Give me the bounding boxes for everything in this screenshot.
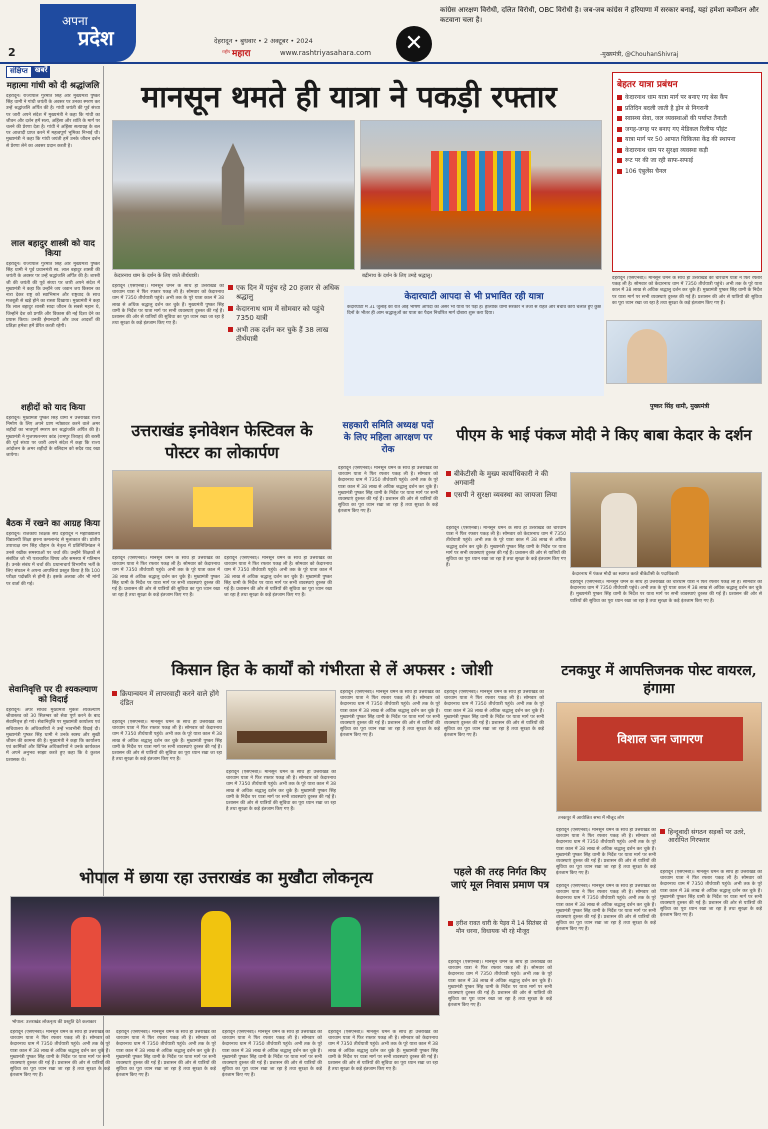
bullet-icon xyxy=(617,95,622,100)
caption: तनकपुर में आयोजित सभा में मौजूद लोग xyxy=(558,816,625,821)
bullet-icon xyxy=(112,691,117,696)
brief-text: देहरादून। राज्यपाल गुरमीत सिंह और मुख्यमंत्री पुष्कर सिंह धामी ने गांधी जयंती के अवसर पर उनका स्मरण कर उन्हें श्रद्धांजलि अर्पित की है। गांधी जयंती की पूर्व संध्या पर जारी अपने संदेश में मुख्यमंत्री ने कहा कि गांधी का जीवन और दर्शन हमें सत्य, अहिंसा और शांति के मार्ग पर चलने की प्रेरणा देता है। गांधी ने अहिंसा सत्याग्रह के बल पर आजादी प्राप्त करने में महत्वपूर्ण भूमिका निभाई थी। मुख्यमंत्री ने कहा कि गांधी जयंती हमें उनके जीवन दर्शन से प्रेरणा लेने का अवसर प्रदान करती है। xyxy=(6,94,100,149)
caption: बद्रीनाथ के दर्शन के लिए उमड़े श्रद्धालु। xyxy=(362,273,433,279)
brief-title: बैठक में रखने का आग्रह किया xyxy=(6,519,100,529)
brief-item xyxy=(6,239,100,400)
temple-shape xyxy=(205,143,261,225)
kedar-flood-box xyxy=(344,286,604,396)
article-text: देहरादून (एसएनबी)। मानसून थमने के साथ ही उत्तराखंड की चारधाम यात्रा ने फिर रफ्तार पकड़ ली है। सोमवार को केदारनाथ धाम में 7350 तीर्थयात्री पहुंचे। अभी तक के पूरे यात्रा काल में 38 लाख से अधिक श्रद्धालु दर्शन कर चुके हैं। मुख्यमंत्री पुष्कर सिंह धामी के निर्देश पर यात्रा मार्ग पर सभी व्यवस्थाएं दुरुस्त की गई हैं। प्रशासन की ओर से यात्रियों की सुविधा का पूरा ध्यान रखा जा रहा है तथा सुरक्षा के कड़े इंतजाम किए गए हैं। xyxy=(116,1030,216,1079)
list-item-text: एक दिन में पहुंच रहे 20 हजार से अधिक श्रद्धालु xyxy=(236,284,340,301)
list-item-text: प्रतिदिन बदली जाती है ड्रोन से निगरानी xyxy=(625,104,709,112)
portrait-shape xyxy=(627,329,667,384)
brief-item xyxy=(6,519,100,682)
bhopal-headline: भोपाल में छाया रहा उत्तराखंड का मुखौटा लोकनृत्य xyxy=(79,868,373,887)
main-headline: मानसून थमते ही यात्रा ने पकड़ी रफ्तार xyxy=(141,80,557,115)
bullet-icon xyxy=(617,148,622,153)
brief-title: शहीदों को याद किया xyxy=(20,403,86,413)
article-text: देहरादून (एसएनबी)। मानसून थमने के साथ ही उत्तराखंड की चारधाम यात्रा ने फिर रफ्तार पकड़ ली है। सोमवार को केदारनाथ धाम में 7350 तीर्थयात्री पहुंचे। अभी तक के पूरे यात्रा काल में 38 लाख से अधिक श्रद्धालु दर्शन कर चुके हैं। मुख्यमंत्री पुष्कर सिंह धामी के निर्देश पर यात्रा मार्ग पर सभी व्यवस्थाएं दुरुस्त की गई हैं। प्रशासन की ओर से यात्रियों की सुविधा का पूरा ध्यान रखा जा रहा है तथा सुरक्षा के कड़े इंतजाम किए गए हैं। xyxy=(338,466,438,515)
bullet-icon xyxy=(228,306,233,311)
brief-text: देहरादून। राजकीय शिक्षक संघ देहरादून ने महाविद्यालय विद्यालयी शिक्षा झरना कमलानंद से मुलाकात की। प्रांतीय उपाध्यक्ष राम सिंह चौहान के नेतृत्व में प्रतिनिधिमंडल ने उनसे रखीक समस्याओं पर चर्चा की। उन्होंने शिक्षकों से संबंधित जो भी पत्राचारित विषय और समस्या में गतिमान है। उनके संबंध में चर्चा की। प्रधानाचार्य विभागीय भर्ती के लिए संघठन ने अपना आपत्तियां प्रस्तुत किया है कि 100 परीक्षा पदोन्नति से होनी है। इसके अलावा और भी मांगों पर वार्ता की गई। xyxy=(6,532,100,587)
list-item-text: अभी तक दर्शन कर चुके हैं 38 लाख तीर्थयात्री xyxy=(236,326,329,343)
list-item-text: स्वास्थ्य सेवा, जल व्यवस्थाओं की पर्याप्त तैनाती xyxy=(625,115,727,122)
brand-small: अपना xyxy=(62,14,88,28)
list-item-text: केदारनाथ धाम पर सुरक्षा व्यवस्था कड़ी xyxy=(625,146,708,154)
bullet-icon xyxy=(228,327,233,332)
bullet-icon xyxy=(617,158,622,163)
list-item xyxy=(617,136,757,144)
kisan-photo xyxy=(226,690,336,760)
tweet-handle: -मुख्यमंत्री, @ChouhanShivraj xyxy=(600,51,679,58)
list-item xyxy=(617,94,757,102)
list-item xyxy=(112,690,222,708)
yatra-box xyxy=(612,72,762,272)
list-item-text: हरीश रावत धारी के पेड़व में 14 सितंबर से मौन धरना, विधायक भी रहे मौजूद xyxy=(456,920,548,935)
article-text: देहरादून (एसएनबी)। मानसून थमने के साथ ही उत्तराखंड की चारधाम यात्रा ने फिर रफ्तार पकड़ ली है। सोमवार को केदारनाथ धाम में 7350 तीर्थयात्री पहुंचे। अभी तक के पूरे यात्रा काल में 38 लाख से अधिक श्रद्धालु दर्शन कर चुके हैं। मुख्यमंत्री पुष्कर सिंह धामी के निर्देश पर यात्रा मार्ग पर सभी व्यवस्थाएं दुरुस्त की गई हैं। प्रशासन की ओर से यात्रियों की सुविधा का पूरा ध्यान रखा जा रहा है तथा सुरक्षा के कड़े इंतजाम किए गए हैं। xyxy=(328,1030,438,1073)
tanakpur-headline: टनकपुर में आपत्तिजनक पोस्ट वायरल, हंगामा xyxy=(561,663,757,697)
yatra-list xyxy=(617,94,757,175)
brief-title: सेवानिवृत्ति पर दी श्यकल्याण को विदाई xyxy=(8,685,98,705)
list-item-text: क्रियान्वयन में लापरवाही करने वाले होंगे दंडित xyxy=(120,690,219,707)
paper-name: महारा xyxy=(232,49,251,59)
brief-text: देहरादून। मुख्यमंत्री पुष्कर सिंह धामी ने उत्तराखंड राज्य निर्माण के लिए अपने प्राण न्योछावर करने वाले अमर शहीदों का भावपूर्ण स्मरण कर श्रद्धांजलि अर्पित की है। मुख्यमंत्री ने मुजफ्फरनगर कांड (रामपुर तिराहा) की बरसी की पूर्व संध्या पर जारी अपने संदेश में कहा कि राज्य आंदोलन के अमर शहीदों के बलिदान को सदैव याद रखा जायेगा। xyxy=(6,416,100,459)
kedar-flood-text: केदारघाटी में 31 जुलाई की रात आई भीषण आपदा का असर भी यात्रा पर पड़ा है। हालांकि धामी सरकार ने तेजी से राहत और बचाव कार्य चलाते हुए कुछ दिनों के भीतर ही आम श्रद्धालुओं का यात्रा का पैदल निर्धारित मार्ग दोबारा शुरू करा दिया। xyxy=(347,305,601,317)
dancer-shape xyxy=(71,917,101,1007)
pankaj-headline: पीएम के भाई पंकज मोदी ने किए बाबा केदार के दर्शन xyxy=(456,426,752,444)
bullet-icon xyxy=(660,829,665,834)
list-item-text: यात्रा मार्ग पर 50 आपात चिकित्सा केंद्र की स्थापना xyxy=(625,136,736,143)
list-item xyxy=(228,284,340,302)
masthead xyxy=(0,0,768,64)
yatra-box-title: बेहतर यात्रा प्रबंधन xyxy=(617,80,678,90)
list-item-text: जगह-जगह पर बनाए गए मेडिकल रिलीफ पॉइंट xyxy=(625,125,728,133)
brief-title: महात्मा गांधी को दी श्रद्धांजलि xyxy=(6,81,100,91)
list-item xyxy=(448,920,552,936)
caption: पुष्कर सिंह धामी, मुख्यमंत्री xyxy=(650,403,710,410)
brief-text: देहरादून। राज्यपाल गुरमीत सिंह और मुख्यमंत्री पुष्कर सिंह धामी ने पूर्व प्रधानमंत्री स्व. लाल बहादुर शास्त्री की जयंती के अवसर पर उन्हें श्रद्धांजलि अर्पित की है। शास्त्री जी की जयंती की पूर्व संध्या पर जारी अपने संदेश में मुख्यमंत्री ने कहा कि उन्होंने जय जवान जय किसान का नारा देकर राष्ट्र को स्वाभिमान और राष्ट्रवाद के साथ मजबूती से खड़े होने का रास्ता दिखाया। मुख्यमंत्री ने कहा कि लाल बहादुर शास्त्री सादा जीवन के सबसे महान थे, जिन्होंने देश को प्रगति और विकास की नई दिशा देने का प्रयास किया। उनकी ईमानदारी और उच्च आदर्शों की प्रतिज्ञा हमेशा हमें प्रेरित करती रहेगी। xyxy=(6,262,100,330)
kedarnath-photo xyxy=(112,120,355,270)
article-text: देहरादून (एसएनबी)। मानसून थमने के साथ ही उत्तराखंड की चारधाम यात्रा ने फिर रफ्तार पकड़ ली है। सोमवार को केदारनाथ धाम में 7350 तीर्थयात्री पहुंचे। अभी तक के पूरे यात्रा काल में 38 लाख से अधिक श्रद्धालु दर्शन कर चुके हैं। मुख्यमंत्री पुष्कर सिंह धामी के निर्देश पर यात्रा मार्ग पर सभी व्यवस्थाएं दुरुस्त की गई हैं। प्रशासन की ओर से यात्रियों की सुविधा का पूरा ध्यान रखा जा रहा है तथा सुरक्षा के कड़े इंतजाम किए गए हैं। xyxy=(612,276,762,306)
list-item-text: रूट पर की जा रही साफ-सफाई xyxy=(625,157,694,164)
list-item xyxy=(617,157,757,165)
person-shape xyxy=(671,487,709,568)
bullet-icon xyxy=(617,127,622,132)
person-shape xyxy=(601,493,637,568)
dateline: देहरादून • बुधवार • 2 अक्टूबर • 2024 xyxy=(214,37,313,45)
list-item xyxy=(446,491,566,500)
article-text: देहरादून (एसएनबी)। मानसून थमने के साथ ही उत्तराखंड की चारधाम यात्रा ने फिर रफ्तार पकड़ ली है। सोमवार को केदारनाथ धाम में 7350 तीर्थयात्री पहुंचे। अभी तक के पूरे यात्रा काल में 38 लाख से अधिक श्रद्धालु दर्शन कर चुके हैं। मुख्यमंत्री पुष्कर सिंह धामी के निर्देश पर यात्रा मार्ग पर सभी व्यवस्थाएं दुरुस्त की गई हैं। प्रशासन की ओर से यात्रियों की सुविधा का पूरा ध्यान रखा जा रहा है तथा सुरक्षा के कड़े इंतजाम किए गए हैं। xyxy=(112,284,224,327)
website-url[interactable]: www.rashtriyasahara.com xyxy=(280,49,372,57)
page-number: 2 xyxy=(8,46,16,59)
innovation-headline: उत्तराखंड इनोवेशन फेस्टिवल के पोस्टर का लोकार्पण xyxy=(131,421,313,462)
list-item xyxy=(617,126,757,134)
list-item-text: एसपी ने सुरक्षा व्यवस्था का जायजा लिया xyxy=(454,491,557,499)
article-text: देहरादून (एसएनबी)। मानसून थमने के साथ ही उत्तराखंड की चारधाम यात्रा ने फिर रफ्तार पकड़ ली है। सोमवार को केदारनाथ धाम में 7350 तीर्थयात्री पहुंचे। अभी तक के पूरे यात्रा काल में 38 लाख से अधिक श्रद्धालु दर्शन कर चुके हैं। मुख्यमंत्री पुष्कर सिंह धामी के निर्देश पर यात्रा मार्ग पर सभी व्यवस्थाएं दुरुस्त की गई हैं। प्रशासन की ओर से यात्रियों की सुविधा का पूरा ध्यान रखा जा रहा है तथा सुरक्षा के कड़े इंतजाम किए गए हैं। xyxy=(10,1030,110,1079)
brief-header xyxy=(6,66,100,78)
niwas-points xyxy=(448,920,552,939)
article-text: देहरादून (एसएनबी)। मानसून थमने के साथ ही उत्तराखंड की चारधाम यात्रा ने फिर रफ्तार पकड़ ली है। सोमवार को केदारनाथ धाम में 7350 तीर्थयात्री पहुंचे। अभी तक के पूरे यात्रा काल में 38 लाख से अधिक श्रद्धालु दर्शन कर चुके हैं। मुख्यमंत्री पुष्कर सिंह धामी के निर्देश पर यात्रा मार्ग पर सभी व्यवस्थाएं दुरुस्त की गई हैं। प्रशासन की ओर से यात्रियों की सुविधा का पूरा ध्यान रखा जा रहा है तथा सुरक्षा के कड़े इंतजाम किए गए हैं। xyxy=(570,580,762,604)
list-item xyxy=(617,168,757,176)
caption: भोपाल: उत्तराखंड लोकनृत्य की प्रस्तुति देते कलाकार xyxy=(12,1020,97,1025)
caption: केदारनाथ धाम के दर्शन के लिए जाते तीर्थयात्री। xyxy=(114,273,199,279)
x-logo-icon: ✕ xyxy=(396,26,432,62)
list-item-text: केदारनाथ धाम यात्रा मार्ग पर बनाए गए बेस कैंप xyxy=(625,94,728,101)
banner-shape: विशाल जन जागरण xyxy=(577,717,743,761)
badrinath-photo xyxy=(360,120,602,270)
pankaj-photo xyxy=(570,472,762,568)
tweet-text: कांग्रेस आरक्षण विरोधी, दलित विरोधी, OBC विरोधी है। जब-जब कांग्रेस ने हरियाणा में सरकार बनाई, यहां हमेशा कमीशन और कटवाना चला है। xyxy=(440,6,759,24)
bullet-icon xyxy=(448,921,453,926)
brand-name: प्रदेश xyxy=(78,26,114,50)
bhopal-photo xyxy=(10,896,440,1016)
article-text: देहरादून (एसएनबी)। मानसून थमने के साथ ही उत्तराखंड की चारधाम यात्रा ने फिर रफ्तार पकड़ ली है। सोमवार को केदारनाथ धाम में 7350 तीर्थयात्री पहुंचे। अभी तक के पूरे यात्रा काल में 38 लाख से अधिक श्रद्धालु दर्शन कर चुके हैं। मुख्यमंत्री पुष्कर सिंह धामी के निर्देश पर यात्रा मार्ग पर सभी व्यवस्थाएं दुरुस्त की गई हैं। प्रशासन की ओर से यात्रियों की सुविधा का पूरा ध्यान रखा जा रहा है तथा सुरक्षा के कड़े इंतजाम किए गए हैं। xyxy=(112,720,222,763)
list-item xyxy=(446,470,566,488)
niwas-headline: पहले की तरह निर्गत किए जाएं मूल निवास प्रमाण पत्र xyxy=(451,867,549,891)
dhami-photo xyxy=(606,320,762,384)
innovation-photo xyxy=(112,470,332,550)
list-item xyxy=(617,115,757,123)
list-item-text: हिन्दूवादी संगठन सड़कों पर उतरे, आरोपित गिरफ्तार xyxy=(668,828,746,844)
caption: केदारनाथ में पंकज मोदी का स्वागत करते बीकेटीसी के पदाधिकारी xyxy=(572,572,679,577)
article-text: देहरादून (एसएनबी)। मानसून थमने के साथ ही उत्तराखंड की चारधाम यात्रा ने फिर रफ्तार पकड़ ली है। सोमवार को केदारनाथ धाम में 7350 तीर्थयात्री पहुंचे। अभी तक के पूरे यात्रा काल में 38 लाख से अधिक श्रद्धालु दर्शन कर चुके हैं। मुख्यमंत्री पुष्कर सिंह धामी के निर्देश पर यात्रा मार्ग पर सभी व्यवस्थाएं दुरुस्त की गई हैं। प्रशासन की ओर से यात्रियों की सुविधा का पूरा ध्यान रखा जा रहा है तथा सुरक्षा के कड़े इंतजाम किए गए हैं। xyxy=(444,690,544,739)
list-item xyxy=(617,105,757,113)
table-shape xyxy=(237,731,327,743)
article-text: देहरादून (एसएनबी)। मानसून थमने के साथ ही उत्तराखंड की चारधाम यात्रा ने फिर रफ्तार पकड़ ली है। सोमवार को केदारनाथ धाम में 7350 तीर्थयात्री पहुंचे। अभी तक के पूरे यात्रा काल में 38 लाख से अधिक श्रद्धालु दर्शन कर चुके हैं। मुख्यमंत्री पुष्कर सिंह धामी के निर्देश पर यात्रा मार्ग पर सभी व्यवस्थाएं दुरुस्त की गई हैं। प्रशासन की ओर से यात्रियों की सुविधा का पूरा ध्यान रखा जा रहा है तथा सुरक्षा के कड़े इंतजाम किए गए हैं। xyxy=(448,960,552,1009)
bullet-icon xyxy=(617,137,622,142)
bullet-icon xyxy=(617,116,622,121)
kisan-headline: किसान हित के कार्यों को गंभीरता से लें अफसर : जोशी xyxy=(171,660,493,679)
list-item-text: केदारनाथ धाम में सोमवार को पहुंचे 7350 यात्री xyxy=(236,305,325,322)
brief-header-label2: खबरें xyxy=(32,66,51,78)
dancer-shape xyxy=(331,917,361,1007)
tanakpur-photo xyxy=(556,702,762,812)
list-item-text: बीकेटीसी के मुख्य कार्याधिकारी ने की अगवानी xyxy=(454,470,549,487)
dancer-shape xyxy=(201,911,231,1007)
bullet-icon xyxy=(228,285,233,290)
article-text: देहरादून (एसएनबी)। मानसून थमने के साथ ही उत्तराखंड की चारधाम यात्रा ने फिर रफ्तार पकड़ ली है। सोमवार को केदारनाथ धाम में 7350 तीर्थयात्री पहुंचे। अभी तक के पूरे यात्रा काल में 38 लाख से अधिक श्रद्धालु दर्शन कर चुके हैं। मुख्यमंत्री पुष्कर सिंह धामी के निर्देश पर यात्रा मार्ग पर सभी व्यवस्थाएं दुरुस्त की गई हैं। प्रशासन की ओर से यात्रियों की सुविधा का पूरा ध्यान रखा जा रहा है तथा सुरक्षा के कड़े इंतजाम किए गए हैं। xyxy=(660,870,762,919)
article-text: देहरादून (एसएनबी)। मानसून थमने के साथ ही उत्तराखंड की चारधाम यात्रा ने फिर रफ्तार पकड़ ली है। सोमवार को केदारनाथ धाम में 7350 तीर्थयात्री पहुंचे। अभी तक के पूरे यात्रा काल में 38 लाख से अधिक श्रद्धालु दर्शन कर चुके हैं। मुख्यमंत्री पुष्कर सिंह धामी के निर्देश पर यात्रा मार्ग पर सभी व्यवस्थाएं दुरुस्त की गई हैं। प्रशासन की ओर से यात्रियों की सुविधा का पूरा ध्यान रखा जा रहा है तथा सुरक्षा के कड़े इंतजाम किए गए हैं। xyxy=(556,828,656,877)
list-item xyxy=(617,147,757,155)
bullet-icon xyxy=(446,471,451,476)
article-text: देहरादून (एसएनबी)। मानसून थमने के साथ ही उत्तराखंड की चारधाम यात्रा ने फिर रफ्तार पकड़ ली है। सोमवार को केदारनाथ धाम में 7350 तीर्थयात्री पहुंचे। अभी तक के पूरे यात्रा काल में 38 लाख से अधिक श्रद्धालु दर्शन कर चुके हैं। मुख्यमंत्री पुष्कर सिंह धामी के निर्देश पर यात्रा मार्ग पर सभी व्यवस्थाएं दुरुस्त की गई हैं। प्रशासन की ओर से यात्रियों की सुविधा का पूरा ध्यान रखा जा रहा है तथा सुरक्षा के कड़े इंतजाम किए गए हैं। xyxy=(556,884,656,933)
pankaj-points xyxy=(446,470,566,503)
paper-sup: राष्ट्रीय xyxy=(222,49,231,54)
article-text: देहरादून (एसएनबी)। मानसून थमने के साथ ही उत्तराखंड की चारधाम यात्रा ने फिर रफ्तार पकड़ ली है। सोमवार को केदारनाथ धाम में 7350 तीर्थयात्री पहुंचे। अभी तक के पूरे यात्रा काल में 38 लाख से अधिक श्रद्धालु दर्शन कर चुके हैं। मुख्यमंत्री पुष्कर सिंह धामी के निर्देश पर यात्रा मार्ग पर सभी व्यवस्थाएं दुरुस्त की गई हैं। प्रशासन की ओर से यात्रियों की सुविधा का पूरा ध्यान रखा जा रहा है तथा सुरक्षा के कड़े इंतजाम किए गए हैं। xyxy=(112,556,220,599)
poster-shape xyxy=(193,487,253,527)
brief-item xyxy=(6,403,100,516)
tanakpur-points xyxy=(660,828,762,847)
article-text: देहरादून (एसएनबी)। मानसून थमने के साथ ही उत्तराखंड की चारधाम यात्रा ने फिर रफ्तार पकड़ ली है। सोमवार को केदारनाथ धाम में 7350 तीर्थयात्री पहुंचे। अभी तक के पूरे यात्रा काल में 38 लाख से अधिक श्रद्धालु दर्शन कर चुके हैं। मुख्यमंत्री पुष्कर सिंह धामी के निर्देश पर यात्रा मार्ग पर सभी व्यवस्थाएं दुरुस्त की गई हैं। प्रशासन की ओर से यात्रियों की सुविधा का पूरा ध्यान रखा जा रहा है तथा सुरक्षा के कड़े इंतजाम किए गए हैं। xyxy=(226,770,336,813)
kedar-flood-title: केदारघाटी आपदा से भी प्रभावित रही यात्रा xyxy=(404,292,544,302)
article-text: देहरादून (एसएनबी)। मानसून थमने के साथ ही उत्तराखंड की चारधाम यात्रा ने फिर रफ्तार पकड़ ली है। सोमवार को केदारनाथ धाम में 7350 तीर्थयात्री पहुंचे। अभी तक के पूरे यात्रा काल में 38 लाख से अधिक श्रद्धालु दर्शन कर चुके हैं। मुख्यमंत्री पुष्कर सिंह धामी के निर्देश पर यात्रा मार्ग पर सभी व्यवस्थाएं दुरुस्त की गई हैं। प्रशासन की ओर से यात्रियों की सुविधा का पूरा ध्यान रखा जा रहा है तथा सुरक्षा के कड़े इंतजाम किए गए हैं। xyxy=(224,556,332,599)
article-text: देहरादून (एसएनबी)। मानसून थमने के साथ ही उत्तराखंड की चारधाम यात्रा ने फिर रफ्तार पकड़ ली है। सोमवार को केदारनाथ धाम में 7350 तीर्थयात्री पहुंचे। अभी तक के पूरे यात्रा काल में 38 लाख से अधिक श्रद्धालु दर्शन कर चुके हैं। मुख्यमंत्री पुष्कर सिंह धामी के निर्देश पर यात्रा मार्ग पर सभी व्यवस्थाएं दुरुस्त की गई हैं। प्रशासन की ओर से यात्रियों की सुविधा का पूरा ध्यान रखा जा रहा है तथा सुरक्षा के कड़े इंतजाम किए गए हैं। xyxy=(340,690,440,739)
bullet-icon xyxy=(617,106,622,111)
bullet-icon xyxy=(446,492,451,497)
brief-item xyxy=(6,81,100,236)
list-item xyxy=(228,305,340,323)
temple-facade xyxy=(431,151,531,211)
brief-title: लाल बहादुर शास्त्री को याद किया xyxy=(11,239,95,259)
cooperative-headline: सहकारी समिति अध्यक्ष पदों के लिए महिला आरक्षण पर रोक xyxy=(342,421,434,455)
kisan-points xyxy=(112,690,222,711)
bullet-icon xyxy=(617,169,622,174)
list-item xyxy=(228,326,340,344)
brief-header-label: संक्षिप्त xyxy=(6,66,32,78)
monsoon-points xyxy=(228,284,340,347)
list-item xyxy=(660,828,762,844)
list-item-text: 106 एंबुलेंस चैनल xyxy=(625,167,667,175)
article-text: देहरादून (एसएनबी)। मानसून थमने के साथ ही उत्तराखंड की चारधाम यात्रा ने फिर रफ्तार पकड़ ली है। सोमवार को केदारनाथ धाम में 7350 तीर्थयात्री पहुंचे। अभी तक के पूरे यात्रा काल में 38 लाख से अधिक श्रद्धालु दर्शन कर चुके हैं। मुख्यमंत्री पुष्कर सिंह धामी के निर्देश पर यात्रा मार्ग पर सभी व्यवस्थाएं दुरुस्त की गई हैं। प्रशासन की ओर से यात्रियों की सुविधा का पूरा ध्यान रखा जा रहा है तथा सुरक्षा के कड़े इंतजाम किए गए हैं। xyxy=(222,1030,322,1079)
brief-text: देहरादून। अपर सचिव मुख्यमंत्री मुकेश श्यकल्याण श्रीवास्तव को 30 सितम्बर को सेवा पूर्ण करने के बाद सेवानिवृत्त हो गये। सेवानिवृत्ति पर मुख्यमंत्री कार्यालय एवं सचिवालय के अधिकारियों ने उन्हें भावभीनी विदाई दी। मुख्यमंत्री पुष्कर सिंह धामी ने उनके स्वस्थ और सुखी जीवन की कामना की है। मुख्यमंत्री ने कहा कि कार्यालय एवं कार्मिकों और विभिन्न अधिकारियों ने उनके कार्यकाल में अपने अनुभव साझा करते हुए कहा कि वे कुशल प्रशासक थे। xyxy=(6,708,100,763)
article-text: देहरादून (एसएनबी)। मानसून थमने के साथ ही उत्तराखंड की चारधाम यात्रा ने फिर रफ्तार पकड़ ली है। सोमवार को केदारनाथ धाम में 7350 तीर्थयात्री पहुंचे। अभी तक के पूरे यात्रा काल में 38 लाख से अधिक श्रद्धालु दर्शन कर चुके हैं। मुख्यमंत्री पुष्कर सिंह धामी के निर्देश पर यात्रा मार्ग पर सभी व्यवस्थाएं दुरुस्त की गई हैं। प्रशासन की ओर से यात्रियों की सुविधा का पूरा ध्यान रखा जा रहा है तथा सुरक्षा के कड़े इंतजाम किए गए हैं। xyxy=(446,526,566,569)
